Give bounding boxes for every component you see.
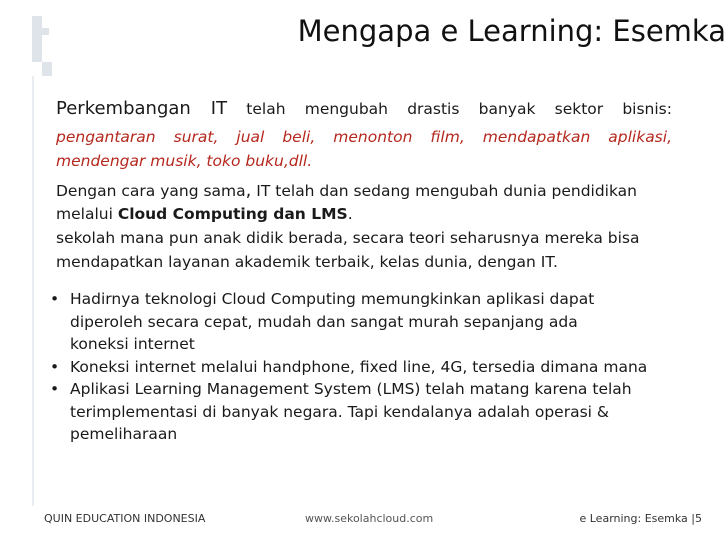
bullet-text: Aplikasi Learning Management System (LMS) telah matang karena telah terimplementasi di banyak negara. Tapi kendalanya adalah operasi & pemeliharaan [70, 380, 632, 443]
decor-square-large [42, 62, 52, 76]
para2-line-2-end: . [347, 205, 353, 223]
para2-line-3: sekolah mana pun anak didik berada, secara teori seharusnya mereka bisa [56, 229, 640, 247]
bullet-item [48, 356, 688, 379]
para2-line-1b: IT telah dan sedang mengubah dunia pendidikan [251, 182, 638, 200]
slide-title: Mengapa e Learning: Esemka [297, 14, 726, 48]
intro-examples-line-1: pengantaran surat, jual beli, menonton film, mendapatkan aplikasi, [56, 128, 672, 146]
bullet-item [48, 378, 670, 446]
bullet-text: Hadirnya teknologi Cloud Computing memungkinkan aplikasi dapat diperoleh secara cepat, mudah dan sangat murah sepanjang ada koneksi internet [70, 290, 595, 353]
para2-comma: , [245, 180, 252, 201]
para2-line-2a: melalui [56, 205, 118, 223]
para2-line-1 [56, 179, 672, 203]
bullet-dot-icon: • [50, 290, 60, 308]
footer-organization: QUIN EDUCATION INDONESIA [44, 512, 206, 525]
decor-line-left [32, 76, 34, 506]
bullet-item [48, 288, 630, 356]
intro-line-1 [56, 97, 672, 121]
footer-website: www.sekolahcloud.com [305, 512, 434, 525]
intro-examples-line-2: mendengar musik, toko buku,dll. [56, 152, 313, 170]
intro-rest: telah mengubah drastis banyak sektor bisnis: [246, 100, 672, 118]
bullet-dot-icon: • [50, 380, 60, 398]
para2-line-1a: Dengan cara yang sama [56, 182, 246, 200]
para2-line-4: mendapatkan layanan akademik terbaik, kelas dunia, dengan IT. [56, 253, 558, 271]
para2-line-2 [56, 203, 672, 226]
intro-lead: Perkembangan IT [56, 98, 228, 119]
bullet-dot-icon: • [50, 357, 60, 376]
bullet-text: Koneksi internet melalui handphone, fixed line, 4G, tersedia dimana mana [70, 357, 648, 376]
bullet-list [48, 288, 688, 446]
para2-bold-term: Cloud Computing dan LMS [117, 205, 348, 223]
footer-slide-label: e Learning: Esemka |5 [579, 512, 702, 525]
